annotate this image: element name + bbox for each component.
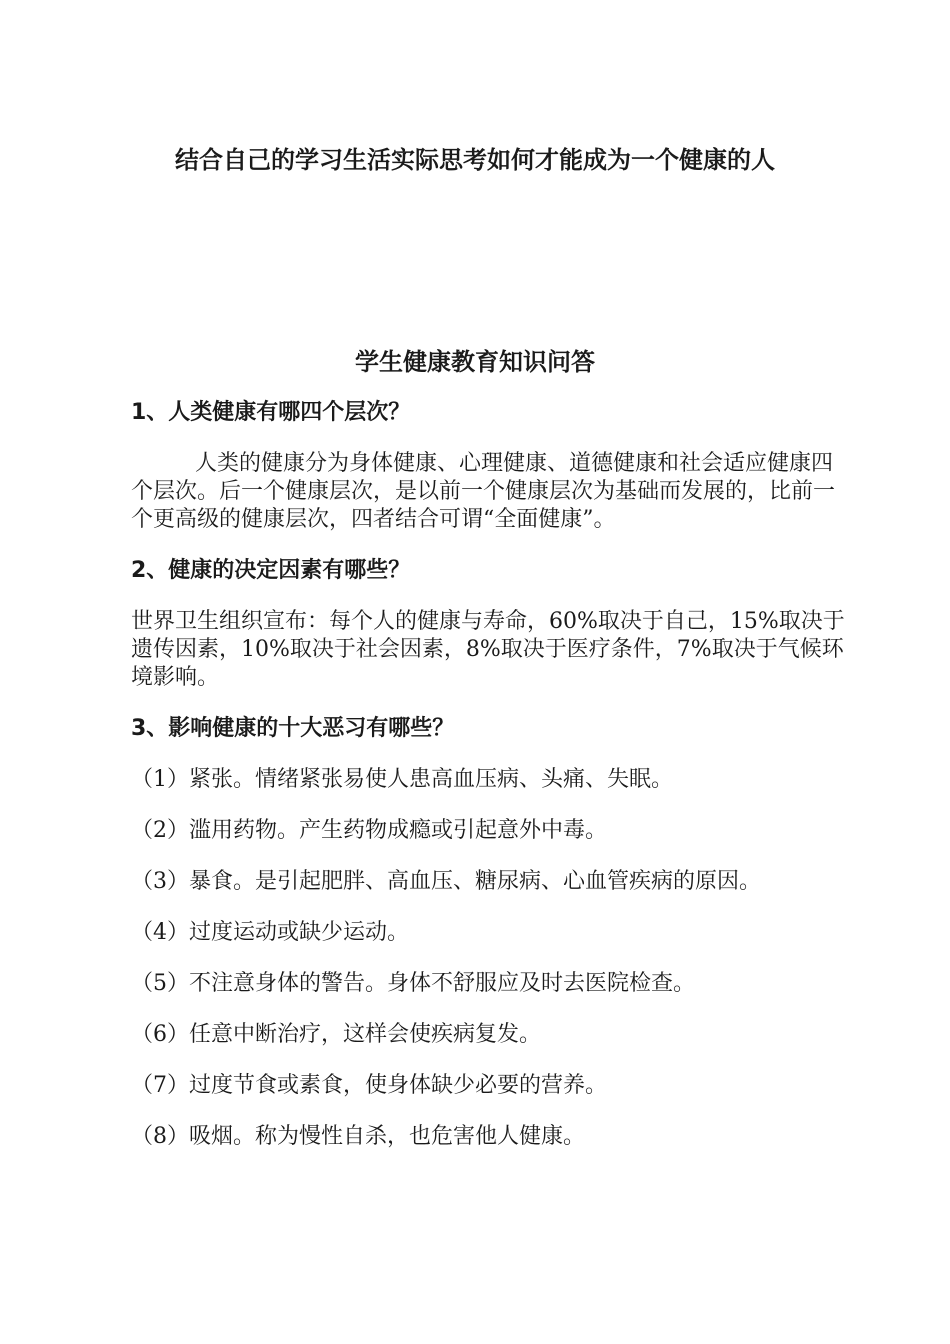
question-3: 3、影响健康的十大恶习有哪些？ (131, 716, 455, 741)
qa-content (131, 398, 851, 1174)
list-item: （4）过度运动或缺少运动。 (131, 920, 409, 945)
habit-list (131, 766, 851, 1151)
question-1: 1、人类健康有哪四个层次？ (131, 400, 411, 425)
document-title: 结合自己的学习生活实际思考如何才能成为一个健康的人 (175, 146, 775, 174)
list-item: （2）滥用药物。产生药物成瘾或引起意外中毒。 (131, 818, 607, 843)
list-item: （1）紧张。情绪紧张易使人患高血压病、头痛、失眠。 (131, 767, 673, 792)
question-2: 2、健康的决定因素有哪些？ (131, 558, 411, 583)
section-title: 学生健康教育知识问答 (355, 348, 595, 376)
list-item: （8）吸烟。称为慢性自杀，也危害他人健康。 (131, 1124, 585, 1149)
list-item: （5）不注意身体的警告。身体不舒服应及时去医院检查。 (131, 971, 695, 996)
answer-2: 世界卫生组织宣布：每个人的健康与寿命，60%取决于自己，15%取决于遗传因素，10%取决于社会因素，8%取决于医疗条件，7%取决于气候环境影响。 (131, 609, 845, 690)
list-item: （3）暴食。是引起肥胖、高血压、糖尿病、心血管疾病的原因。 (131, 869, 761, 894)
answer-1: 人类的健康分为身体健康、心理健康、道德健康和社会适应健康四个层次。后一个健康层次，是以前一个健康层次为基础而发展的，比前一个更高级的健康层次，四者结合可谓“全面健康”。 (131, 451, 836, 532)
list-item: （6）任意中断治疗，这样会使疾病复发。 (131, 1022, 541, 1047)
list-item: （7）过度节食或素食，使身体缺少必要的营养。 (131, 1073, 607, 1098)
